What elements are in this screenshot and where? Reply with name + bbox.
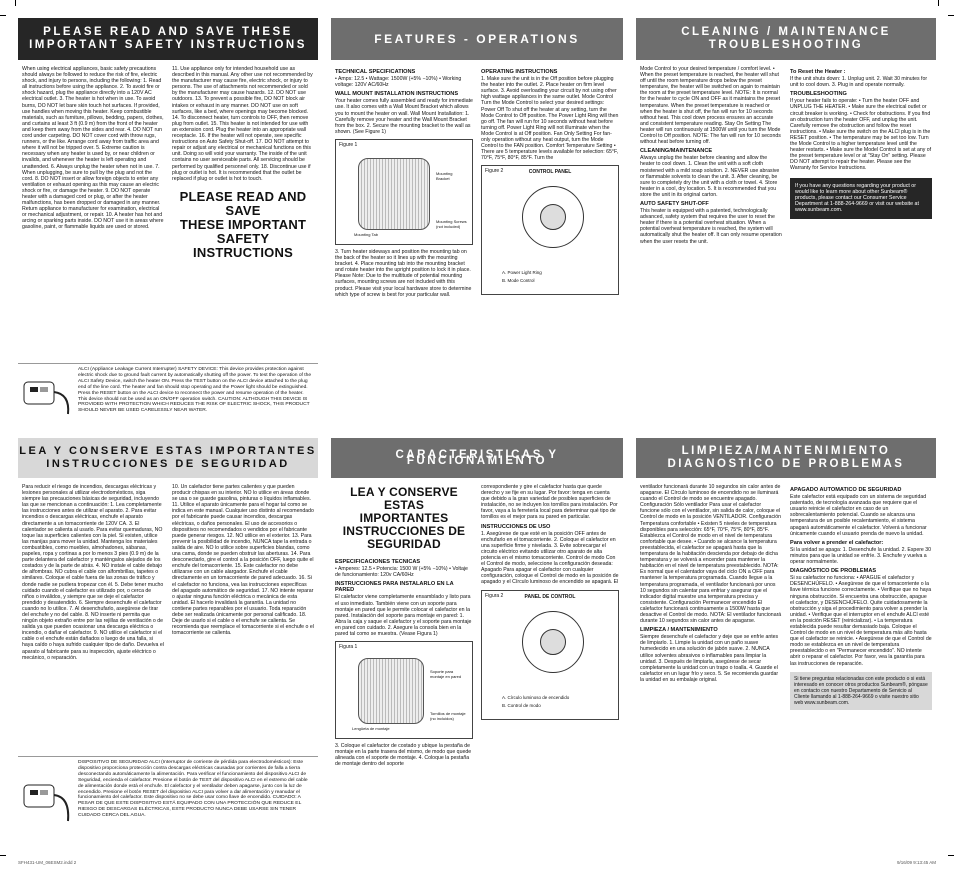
footer-file: SFH431-UM_06ESM2.indd 2: [18, 860, 77, 865]
es-specs-heading: ESPECIFICACIONES TECNICAS: [335, 559, 421, 565]
en-trouble-text: If your heater fails to operate: • Turn the heater OFF and UNPLUG THE HEATER. • Make sure the electrical outlet or circuit breaker is working. • Check for obstructions. If you find an obstruction turn the heater OFF, and unplug the unit. Carefully remove the obstruction and follow the reset instructions. • Make sure the switch on the ALCI plug is in the RESET position. • The temperature may be set too low. Turn the Mode Control to a higher temperature level until the heater restarts. • Make sure the Model Control is set at any of the preset temperature level or at "Stay On" setting. Please DO NOT attempt to repair the heater. Please see the Warranty for Service Instructions.: [790, 98, 932, 172]
en-specs-text: • Amps: 12.5 • Wattage: 1500W (+5% −10%) • Working voltage: 120V AC/60Hz: [335, 76, 462, 89]
en-big-1: PLEASE READ AND SAVE: [179, 188, 307, 218]
en-maint-text: Always unplug the heater before cleaning and allow the heater to cool down. 1. Clean the unit with a soft cloth moistened with a mild soap solution. 2. NEVER use abrasive or flammable solvents to clean the unit. 3. After cleaning, be sure to completely dry the unit with a cloth or towel. 4. Store heater in a cool, dry location. 5. It is recommended that you store the unit in its original carton.: [640, 155, 780, 198]
en-features-col1: [335, 66, 473, 299]
es-cleaning-col1: [640, 484, 782, 710]
control-dial-inner: [540, 629, 566, 655]
es-fig2-a: A. Círculo luminoso de encendido: [502, 694, 570, 700]
es-features-text3: correspondiente y gire el calefactor hasta que quede derecho y se fije en su lugar. Por favor: tenga en cuenta que debido a la gran variedad de posibles superficies de instalación, no se incluyen los tornillos para instalación. Por favor, vaya a la ferretería local para determinar qué tipo de tornillos es el mejor para su pared en particular.: [481, 484, 618, 521]
es-contact-box: [790, 672, 932, 710]
en-fig1-screws: Mounting Screws (not included): [436, 218, 467, 229]
heater-illustration: [358, 658, 424, 724]
alci-plug-icon: [18, 364, 76, 424]
crop-mark: [15, 0, 16, 6]
en-safety-col2: [172, 66, 314, 268]
es-fig1-label: Figura 1: [339, 644, 358, 651]
es-big-1: LEA Y CONSERVE ESTAS: [350, 485, 458, 512]
en-contact-text: If you have any questions regarding your product or would like to learn more about other Sunbeam® products, please contact our Consumer Service Department at 1-888-264-9669 or visit our website at www.sunbeam.com.: [795, 182, 919, 214]
en-reset-heading: To Reset the Heater :: [790, 69, 846, 75]
es-uso-text: 1. Asegúrese de que esté en la posición OFF antes de enchufarlo en el tomacorriente. 2. Coloque el calefactor en una superficie firme y nivelada. 3. Evite sobrecargar el circuito eléctrico evitando utilizar otro aparato de alta potencia en el mismo tomacorriente. Control de modo Con el Control de modo, seleccione la configuración deseada: Apagado Para apagar el calefactor con cualquier configuración, coloque el Control de modo en la posición de apagado y el Círculo luminoso de encendido se apagará. El: [481, 530, 619, 586]
en-big-3: SAFETY INSTRUCTIONS: [193, 230, 293, 260]
es-cleaning-header: [636, 438, 936, 478]
crop-mark: [948, 855, 954, 856]
es-fig1-bracket: Soporte para montaje en pared: [430, 669, 462, 679]
en-wall-heading: WALL MOUNT INSTALLATION INSTRUCTIONS: [335, 91, 459, 98]
es-wall-text: El calefactor viene completamente ensamblado y listo para el uso inmediato. También viene con un soporte para montaje en pared que le permite colocar el calefactor en la pared. Instalación del soporte para montaje en pared: 1. Abra la caja y saque el calefactor y el soporte para montaje en pared con cuidado. 2. Asegure la consola bien en la pared tal como se muestra. (Vease Figura 1): [335, 594, 472, 638]
en-clean-text1: Mode Control to your desired temperature / comfort level. • When the preset temperature is reached, the heater will shut off until the room temperature drops below the preset temperature, the heater will be switched on again to maintain the room at the preset temperature level. NOTE: It is normal for the heater to cycle ON and OFF as it maintains the preset temperature. When the preset temperature is reached or when the heater is shut off, the fan will run for 10 seconds without heat. This cool down process ensures an accurate and consistent temperature reading. Stay On Setting The heater will run continuously at 1500W until you turn the Mode Control to Off position. NOTE: The fan will run for 10 seconds without heat before turning off.: [640, 66, 781, 146]
en-cleaning-col2: [790, 66, 932, 246]
en-oper-text: 1. Make sure the unit is in the Off position before plugging the heater into the outlet. 2. Place heater on firm level surface. 3. Avoid overloading your circuit by not using other high wattage appliances in the same outlet. Mode Control Turn the Mode Control to select your desired settings: Power Off To shut off the heater at any setting, turn the Mode Control to Off position. The Power Light Ring will then go off. The fan will run for 10 seconds without heat before turning off. Power Light Ring will not illuminate when the Mode Control is at Off position. Fan Only Setting For fan-only operation without any heat output, turn the Mode Control to the FAN position. Comfort Temperature Setting • There are 5 temperature levels available for selection: 65°F, 70°F, 75°F, 80°F, 85°F. Turn the: [481, 76, 619, 162]
es-safety-panel: [18, 438, 318, 848]
es-safety-col2: [172, 484, 314, 662]
en-fig1-tab: Mounting Tab: [354, 231, 378, 237]
es-fig2-title: PANEL DE CONTROL: [524, 593, 576, 600]
es-big-3: INSTRUCCIONES DE: [342, 524, 466, 538]
es-big-title: [335, 486, 473, 551]
en-cleaning-title-1: CLEANING / MAINTENANCE: [681, 26, 891, 38]
en-alci-text: ALCI (Appliance Leakage Current Interrupter) SAFETY DEVICE: This device provides protection against electric shock due to ground fault current by automatically shutting off the power. To test the operation of the ALCI Safety Device, switch the heater ON. Press the TEST button on the ALCI device attached to the plug end of the line cord. The heater and fan should stop operating and the Power light should be extinguished. Press the RESET button on the ALCI device to reconnect the power and resume operation of the heater. This device should not be used as an ON/OFF operation switch. CAUTION: ALTHOUGH THIS DEVICE IS PROVIDED WITH PROTECTION WHICH REDUCES THE RISK OF ELECTRIC SHOCK, THIS PRODUCT SHOULD NEVER BE USED CARELESSLY NEAR WATER.: [78, 367, 312, 414]
es-maint-text: Siempre desenchufe el calefactor y deje que se enfríe antes de limpiarlo. 1. Limpie la unidad con un paño suave humedecido en una solución de jabón suave. 2. NUNCA utilice solventes abrasivos o inflamables para limpiar la unidad. 3. Después de limpiarla, asegúrese de secar completamente la unidad con un trapo o toalla. 4. Guarde el calefactor en un lugar frío y seco. 5. Se recomienda guardar la unidad en su embalaje original.: [640, 634, 779, 683]
en-trouble-heading: TROUBLESHOOTING: [790, 91, 847, 98]
en-figure-1: [335, 139, 473, 245]
en-fig2-b: B. Mode Control: [502, 278, 535, 284]
en-safety-text2: 11. Use appliance only for intended household use as described in this manual. Any other use not recommended by the manufacturer may cause fire, electric shock, or injury to persons. The use of attachments not recommended or sold by the manufacturer may cause hazards. 12. DO NOT use outdoors. 13. To prevent a possible fire, DO NOT block air intakes or exhaust in any manner. DO NOT use on soft surfaces, like a bed, where openings may become blocked. 14. To disconnect heater, turn controls to OFF, then remove plug from outlet. 15. This heater is not intended for use with an extension cord. Plug the heater into an appropriate wall receptacle. 16. If the heater will not operate, see specific instructions on Auto Safety Shut-off. 17. DO NOT attempt to repair or adjust any electrical or mechanical functions on this unit. Doing so will void your warranty. The inside of the unit contains no user serviceable parts. All servicing should be performed by qualified personnel only. 18. Discontinue use if plug or outlet is hot. It is recommended that the outlet be replaced if plug or outlet is hot to touch.: [172, 66, 313, 182]
alci-plug-icon: [18, 757, 76, 837]
en-wall-text: Your heater comes fully assembled and ready for immediate use. It also comes with a Wall Mount Bracket which allows you to mount the heater on wall. Wall Mount Installation: 1. Carefully remove your heater and the Wall Mount Bracket from the box. 2. Secure the mounting bracket to the wall as shown. (See Figure 1): [335, 98, 473, 135]
es-specs-text: • Amperes: 12.5 • Potencia: 1500 W (+5% −10%) • Voltaje de funcionamiento: 120v CA/60Hz: [335, 566, 468, 579]
es-trouble-heading: DIAGNÓSTICO DE PROBLEMAS: [790, 568, 877, 575]
es-fig1-tab: Lengüeta de montaje: [352, 726, 390, 732]
en-fig2-title: CONTROL PANEL: [528, 169, 572, 176]
es-features-columns: [331, 478, 623, 769]
en-contact-box: [790, 178, 932, 219]
es-uso-heading: INSTRUCCIONES DE USO: [481, 523, 551, 530]
en-fig1-label: Figure 1: [339, 141, 358, 148]
en-specs-heading: TECHNICAL SPECIFICATIONS: [335, 69, 416, 75]
en-cleaning-panel: [636, 18, 936, 428]
es-fig2-label: Figura 2: [485, 592, 504, 599]
es-big-2: IMPORTANTES: [359, 511, 449, 525]
es-auto-text: Este calefactor está equipado con un sistema de seguridad patentado, de tecnología avanzada que requiere que el usuario reinicie el calefactor en caso de un sobrecalentamiento potencial. Cuando se alcanza una temperatura de un posible recalentamiento, el sistema apagará automáticamente el calefactor. Volverá a funcionar únicamente cuando el usuario prenda de nuevo la unidad.: [790, 494, 927, 537]
en-oper-heading: OPERATING INSTRUCTIONS: [481, 69, 558, 75]
es-cleaning-panel: [636, 438, 936, 848]
es-features-col1: [335, 484, 473, 769]
en-figure-2: [481, 165, 619, 295]
es-auto-heading: APAGADO AUTOMATICO DE SEGURIDAD: [790, 487, 902, 493]
es-figure-1: [335, 641, 473, 739]
es-reset-heading: Para volver a prender el calefactor:: [790, 539, 884, 546]
es-contact-text: Si tiene preguntas relacionadas con este producto o si está interesado en conocer otros productos Sunbeam®, póngase en contacto con nuestro Departamento de Servicio al Cliente llamando al 1-888-264-9669 o visite nuestro sitio web www.sunbeam.com.: [794, 675, 928, 706]
heater-illustration: [358, 158, 430, 230]
en-wall-text2: 3. Turn heater sideways and position the mounting tab on the back of the heater so it lines up with the mounting bracket. 4. Place mounting tab into the mounting bracket and rotate heater into the upright position to lock it in place. Please Note: Due to the multitude of potential mounting surfaces, mounting screws are not included with this product. Please visit your local hardware store to determine which type of screw is best for your particular wall.: [335, 248, 472, 298]
es-features-col2: [481, 484, 619, 769]
es-cleaning-title-1: LIMPIEZA/MANTENIMIENTO: [681, 445, 891, 457]
en-safety-columns: [18, 60, 318, 268]
es-maint-heading: LIMPIEZA / MANTENIMIENTO: [640, 627, 718, 634]
es-features-header: [331, 438, 623, 478]
en-safety-header: [18, 18, 318, 60]
en-cleaning-title-2: TROUBLESHOOTING: [708, 39, 864, 51]
es-safety-title-1: LEA Y CONSERVE ESTAS IMPORTANTES: [19, 445, 317, 457]
en-safety-title-1: PLEASE READ AND SAVE THESE: [43, 26, 293, 38]
crop-mark: [0, 15, 6, 16]
crop-mark: [938, 0, 939, 6]
crop-mark: [0, 855, 6, 856]
en-alci-box: [18, 363, 318, 428]
es-big-4: SEGURIDAD: [367, 537, 441, 551]
es-trouble-text: Si su calefactor no funciona: • APAGUE el calefactor y DESENCHÚFELO. • Asegúrese de que el tomacorriente o la llave térmica funcione correctamente. • Verifique que no haya ninguna obstrucción. Si encuentra una obstrucción, apague el calefactor, y DESENCHÚFELO. Quite cuidadosamente la obstrucción y siga el procedimiento para volver a prender la unidad. • Verifique que el interruptor en el enchufe ALCI esté en la posición RESET (reinicializar). • La temperatura establecida puede resultar demasiado baja. Coloque el Control de modo en un nivel de temperatura más alto hasta que el calefactor se reinicie. • Asegúrese de que el Control de modo se establezca en un nivel de temperatura preestablecido o en "Permanecer encendido". NO intente abrir o reparar el calefactor. Por favor, vea la garantía para las instrucciones de reparación.: [790, 575, 932, 667]
es-figure-2: [481, 590, 619, 720]
es-clean-text1: ventilador funcionará durante 10 segundos sin calor antes de apagarse. El Círculo luminoso de encendido no se iluminará cuando el Control de modo se encuentre apagado. Configuración Sólo ventilador Para usar el calefactor funcione sólo con el ventilador, sin salida de calor, coloque el Control de modo en la posición VENTILADOR. Configuración Temperatura confortable • Existen 5 niveles de temperatura disponibles para selección: 65°F, 70°F, 75°F, 80°F, 85°F. Establezca el Control de modo en el nivel de temperatura confortable que desee. • Cuando se alcance la temperatura preestablecida, el calefactor se apagará hasta que la temperatura de la habitación descienda por debajo de dicha temperatura y se volverá a encender para mantener la habitación en el nivel de temperatura preestablecido. NOTA: Es normal que el calentador vaya del ciclo ON a OFF para mantener la temperatura programada. Cuando llegue a la temperatura programada, el ventilador funcionará por unos 10 segundos sin calentar para enfriar y asegurar que el indicador digital muestre una temperatura precisa y consistente. Configuración Permanecer encendido El calefactor funcionará continuamente a 1500W hasta que desactive el Control de modo. NOTA: El ventilador funcionará durante 10 segundos sin calor antes de apagarse.: [640, 484, 782, 625]
en-fig2-a: A. Power Light Ring: [502, 270, 542, 276]
en-fig2-label: Figure 2: [485, 168, 504, 175]
en-cleaning-col1: [640, 66, 782, 246]
en-features-panel: [331, 18, 623, 428]
en-safety-col1: [22, 66, 164, 268]
en-cleaning-columns: [636, 60, 936, 246]
en-fig1-bracket: Mounting Bracket: [436, 170, 453, 181]
es-wall-text2: 3. Coloque el calefactor de costado y ubique la pestaña de montaje en la parte trasera del mismo, de modo que quede alineada con el soporte de montaje. 4. Coloque la pestaña de montaje dentro del soporte: [335, 743, 472, 768]
en-cleaning-header: [636, 18, 936, 60]
es-cleaning-col2: [790, 484, 932, 710]
en-features-columns: [331, 60, 623, 299]
footer-date: 9/16/09 9:13:45 AM: [896, 860, 936, 865]
es-safety-header: [18, 438, 318, 478]
es-fig2-b: B. Control de modo: [502, 702, 541, 708]
es-safety-columns: [18, 478, 318, 662]
en-auto-heading: AUTO SAFETY SHUT-OFF: [640, 200, 709, 207]
en-features-header: [331, 18, 623, 60]
en-safety-big-title: [172, 190, 314, 260]
en-reset-text: If the unit shuts down: 1. Unplug unit. 2. Wait 30 minutes for unit to cool down. 3. Plug in and operate normally.: [790, 76, 928, 89]
es-alci-box: [18, 756, 318, 848]
es-cleaning-columns: [636, 478, 936, 710]
en-features-title: FEATURES - OPERATIONS: [374, 31, 580, 46]
es-alci-text: DISPOSITIVO DE SEGURIDAD ALCI (Interruptor de corriente de pérdida para electrodomésticos): Este dispositivo proporciona protección contra descargas eléctricas causadas por corrientes de falla a tierra desconectando automáticamente la alimentación. Para verificar el funcionamiento del dispositivo ALCI de Seguridad, encienda el calefactor. Presione el botón de TEST del dispositivo ALCI en el extremo del cable de alimentación donde está el enchufe. El calefactor y el ventilador deben apagarse, junto con la luz de encendido. Presione el botón RESET del dispositivo ALCI para volver a dar alimentación y reanudar el funcionamiento del calefactor. Este dispositivo no se debe usar como llave de encendido. CUIDADO: A PESAR DE QUE ESTE DISPOSITIVO ESTÁ EQUIPADO CON UNA PROTECCIÓN QUE REDUCE EL RIESGO DE DESCARGAS ELÉCTRICAS, ESTE PRODUCTO NUNCA DEBE USARSE SIN TENER CUIDADO CERCA DEL AGUA.: [78, 760, 308, 819]
en-features-col2: [481, 66, 619, 299]
en-auto-text: This heater is equipped with a patented, technologically advanced, safety system that requires the user to reset the heater if there is a potential overheat situation. When a potential overheat temperature is reached, the system will automatically shut the heater off. It can only resume operation when the user resets the unit.: [640, 208, 782, 245]
es-safety-text2: 10. Un calefactor tiene partes calientes y que pueden producir chispas en su interior. NO lo utilice en áreas donde se usa o se guarde gasolina, pinturas o líquidos inflamables. 11. Utilice el aparato únicamente para el hogar tal como se indica en este manual. Cualquier uso distinto al recomendado por el fabricante puede causar incendios, descargas eléctricas, o daños personales. El uso de accesorios o dispositivos no recomendados o vendidos por el fabricante puede generar riesgos. 12. NO utilice en el exterior. 13. Para prevenir la posibilidad de incendio, NUNCA tape la entrada o salida de aire. NO lo utilice sobre superficies blandas, como una cama, donde se pueden obstruir las aberturas. 14. Para desconectarlo, gire el control a la posición OFF, luego quite el enchufe del tomacorriente. 15. Este calefactor no debe utilizarse con un cable alargador. Enchufe el cable directamente en un tomacorriente de pared adecuado. 16. Si el calefactor no funciona, vea las instrucciones específicas del apagado automático de seguridad. 17. NO intente reparar o ajustar ninguna función eléctrica o mecánica de esta unidad. El hacerlo invalidará la garantía. La unidad no contiene partes reparables por el usuario. Toda reparación debe ser realizada únicamente por personal calificado. 18. Deje de usarlo si el cable o el enchufe se calienta. Se recomienda que reemplace el tomacorriente si el enchufe o el tomacorriente se calienta.: [172, 484, 314, 637]
es-safety-col1: [22, 484, 164, 662]
en-safety-panel: [18, 18, 318, 428]
es-fig1-screws: Tornillos de montaje (no incluidos): [430, 711, 466, 721]
en-safety-text1: When using electrical appliances, basic safety precautions should always be followed to reduce the risk of fire, electric shock, and injury to persons, including the following: 1. Read all instructions before using the appliance. 2. To avoid fire or shock hazard, plug the appliance directly into a 120V AC electrical outlet. 3. The heater is hot when in use. To avoid burns, DO NOT let bare skin touch hot surfaces. If provided, use handles when moving this heater. Keep combustible materials, such as furniture, pillows, bedding, papers, clothes, and curtains at least 3 ft (0.9 m) from the front of the heater and keep them away from the sides and rear. 4. DO NOT run cord under carpeting. DO NOT cover cord with throw rugs, runners, or the like. Arrange cord away from traffic area and where it will not be tripped over. 5. Extreme caution is necessary when any heater is used by, or near children or invalids, and whenever the heater is left operating and unattended. 6. Always unplug the heater when not in use. 7. When unplugging, be sure to pull by the plug and not the cord. 8. DO NOT insert or allow foreign objects to enter any ventilation or exhaust opening as this may cause an electric shock or fire, or damage the heater. 9. DO NOT operate heater with a damaged cord or plug, or after the heater malfunctions, has been dropped or damaged in any manner. Return appliance to manufacturer for examination, electrical or mechanical adjustment, or repair. 10. A heater has hot and arcing or sparking parts inside. DO NOT use it in areas where gasoline, paint, or flammable liquids are used or stored.: [22, 66, 164, 231]
es-cleaning-title-2: DIAGNOSTICO DE PROBLEMAS: [667, 458, 905, 470]
es-reset-text: Si la unidad se apaga: 1. Desenchufe la unidad. 2. Espere 30 minutos para que la unidad se enfríe. 3. Enchufe y vuelva a operar normalmente.: [790, 546, 932, 566]
es-wall-heading: INSTRUCCIONES PARA INSTALARLO EN LA PARED: [335, 581, 454, 594]
en-safety-title-2: IMPORTANT SAFETY INSTRUCTIONS: [29, 39, 307, 51]
es-features-title: CARACTERISTICAS Y FUNCIONAMIENTO: [395, 448, 559, 467]
en-big-2: THESE IMPORTANT: [179, 216, 307, 232]
es-safety-title-2: INSTRUCCIONES DE SEGURIDAD: [46, 458, 290, 470]
en-maint-heading: CLEANING/MAINTENANCE: [640, 148, 713, 155]
es-safety-text1: Para reducir el riesgo de incendios, descargas eléctricas y lesiones personales al utilizar electrodomésticos, siga siempre las precauciones básicas de seguridad, incluyendo las que se mencionan a continuación: 1. Lea completamente las instrucciones antes de utilizar el aparato. 2. Para evitar incendios o descargas eléctricas, enchufe el aparato directamente a un tomacorriente de 120V CA. 3. El calentador se calienta al usarlo. Para evitar quemaduras, NO toque las superficies calientes con la piel. Si existen, utilice las manijas para mover la unidad. Mantenga los materiales combustibles, como muebles, almohadones, sábanas, papeles, ropa y cortinas a por lo menos 3 pies (0.9 m) de la parte delantera del calefactor y manténgalos alejados de los costados y de la parte de atrás. 4. NO instale el cable debajo de alfombras. NO cubra el cable con alfombrillas, tapetes o similares. Coloque el cable fuera de las zonas de tráfico y donde nadie se pudiera tropezar con él. 5. Debe tener mucho cuidado cuando el calefactor es utilizado por, o cerca de niños o inválidos, y siempre que se deje el calefactor prendido y desatendido. 6. Siempre desenchufe el calefactor cuando no lo utilice. 7. Al desenchufarlo, asegúrese de tirar del enchufe y no del cable. 8. NO inserte ni permita que ningún objeto extraño entre por las rejillas de ventilación o de salida ya que pueden ocasionar una descarga eléctrica o incendio, o dañar el calefactor. 9. NO utilice el calefactor si el cable o el enchufe están dañados o luego de una falla, si haya caído o haya sufrido cualquier tipo de daño. Devuelva el aparato al fabricante para su inspección, ajuste eléctrico o mecánico, o reparación.: [22, 484, 164, 661]
es-features-panel: [331, 438, 623, 848]
crop-mark: [948, 15, 954, 16]
